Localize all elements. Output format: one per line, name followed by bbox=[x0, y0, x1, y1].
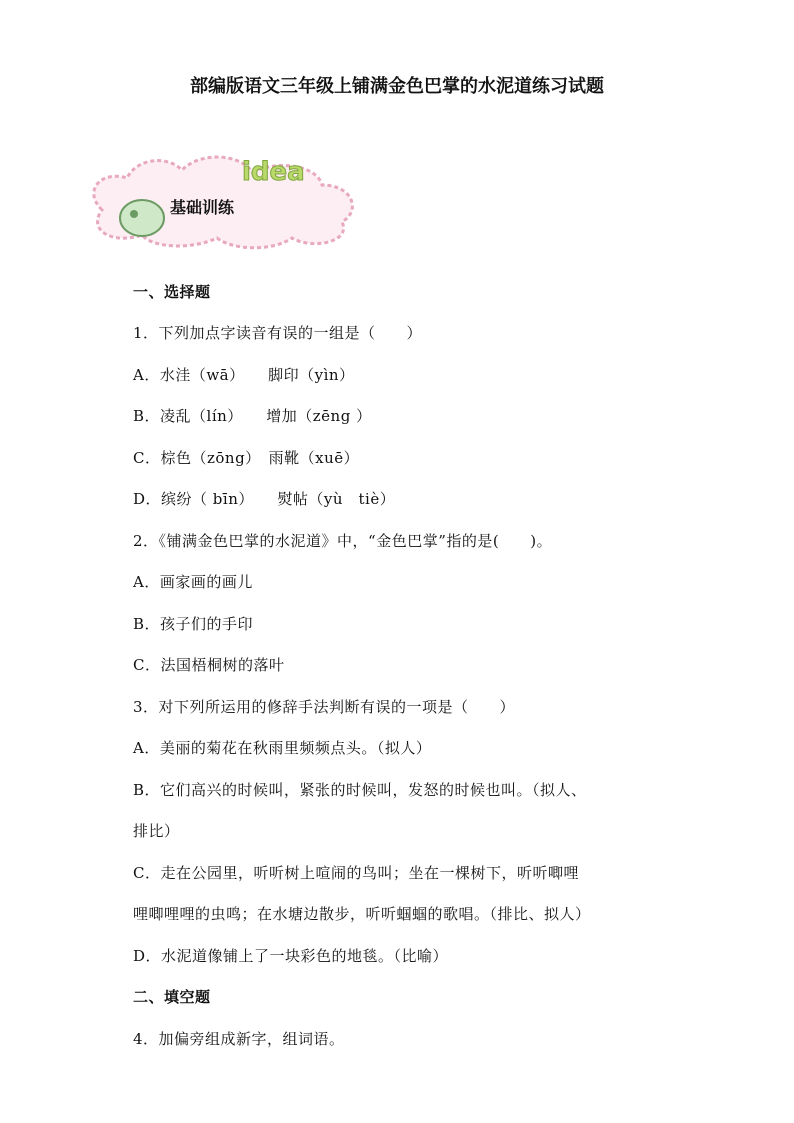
question-line: A．美丽的菊花在秋雨里频频点头。（拟人） bbox=[133, 739, 432, 757]
question-line: A．画家画的画儿 bbox=[133, 573, 253, 591]
section-badge-label: 基础训练 bbox=[170, 198, 235, 217]
question-line: B．凌乱（lín） 增加（zēng ） bbox=[133, 407, 372, 425]
question-line: D．缤纷（ bīn） 熨帖（yù tiè） bbox=[133, 490, 396, 508]
section-heading: 一、选择题 bbox=[133, 283, 211, 301]
question-line: B．孩子们的手印 bbox=[133, 615, 254, 633]
question-line: B．它们高兴的时候叫，紧张的时候叫，发怒的时候也叫。（拟人、 bbox=[133, 781, 587, 799]
question-line: C．棕色（zōng） 雨靴（xuē） bbox=[133, 449, 360, 467]
question-line: 3．对下列所运用的修辞手法判断有误的一项是（ ） bbox=[133, 698, 516, 716]
question-line: 2．《铺满金色巴掌的水泥道》中，“金色巴掌”指的是( )。 bbox=[133, 532, 553, 550]
question-line: 排比） bbox=[133, 822, 180, 840]
idea-word: idea bbox=[242, 157, 305, 187]
question-line: 4．加偏旁组成新字，组词语。 bbox=[133, 1030, 345, 1048]
page-title: 部编版语文三年级上铺满金色巴掌的水泥道练习试题 bbox=[190, 76, 604, 97]
question-line: C．法国梧桐树的落叶 bbox=[133, 656, 285, 674]
question-line: 1．下列加点字读音有误的一组是（ ） bbox=[133, 324, 423, 342]
question-line: C．走在公园里，听听树上喧闹的鸟叫；坐在一棵树下，听听唧哩 bbox=[133, 864, 579, 882]
question-line: D．水泥道像铺上了一块彩色的地毯。（比喻） bbox=[133, 947, 449, 965]
question-line: A．水洼（wā） 脚印（yìn） bbox=[133, 366, 355, 384]
question-line: 哩唧哩哩的虫鸣；在水塘边散步，听听蝈蝈的歌唱。（排比、拟人） bbox=[133, 905, 591, 923]
section-heading: 二、填空题 bbox=[133, 988, 211, 1006]
